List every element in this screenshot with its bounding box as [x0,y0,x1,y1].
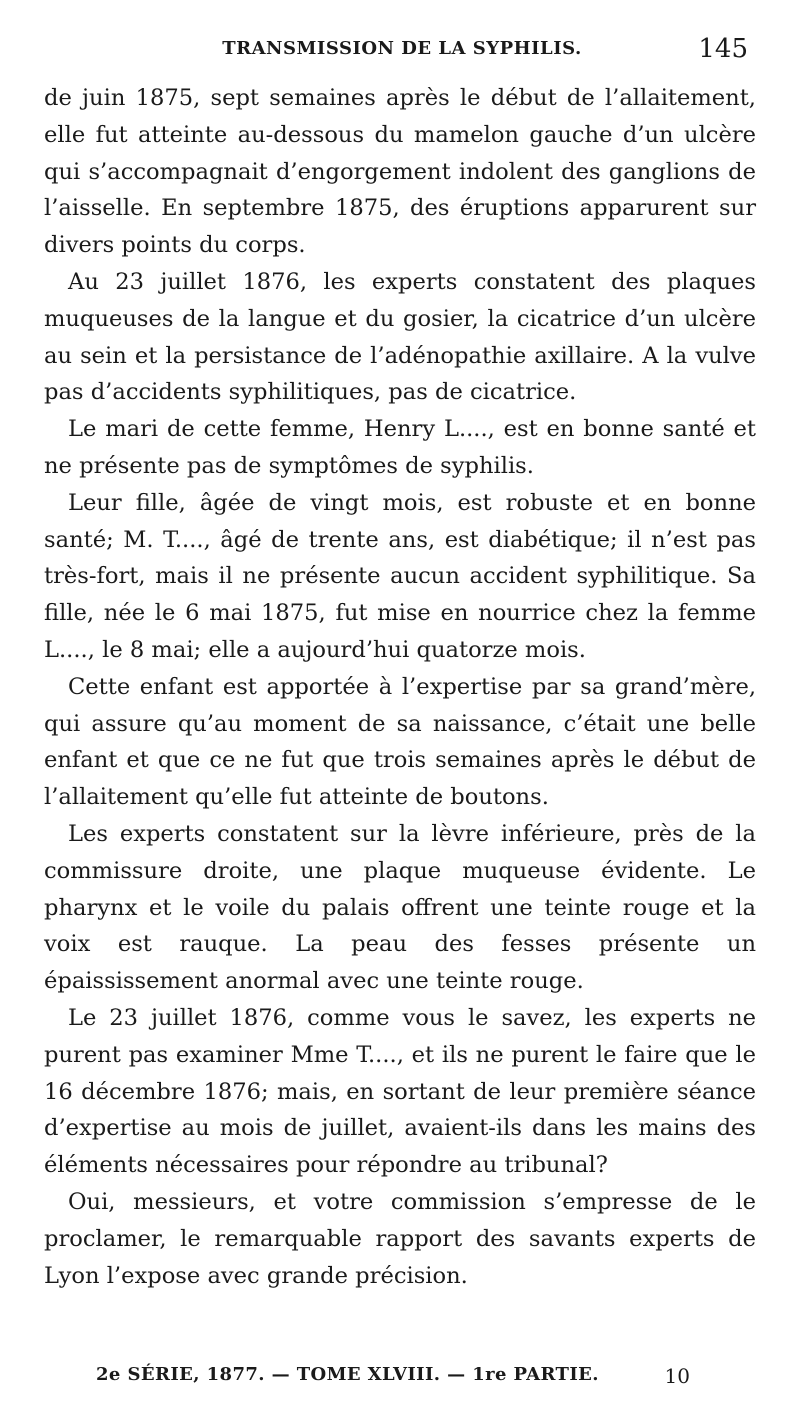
paragraph-5: Cette enfant est apportée à l’expertise par sa grand’mère, qui assure qu’au moment de sa naissance, c’était une belle enfant et que ce ne fut que trois semaines après le début de l’allaitement qu’elle fut atteinte de boutons. [44,673,756,811]
paragraph-8: Oui, messieurs, et votre commission s’empresse de le proclamer, le remarquable rapport des savants experts de Lyon l’expose avec grande précision. [44,1188,756,1289]
page-number: 145 [698,34,748,64]
body-text [44,80,756,1294]
paragraph-4: Leur fille, âgée de vingt mois, est robuste et en bonne santé; M. T...., âgé de trente ans, est diabétique; il n’est pas très-fort, mais il ne présente aucun accident syphilitique. Sa fille, née le 6 mai 1875, fut mise en nourrice chez la femme L...., le 8 mai; elle a aujourd’hui quatorze mois. [44,489,756,663]
paragraph-1: de juin 1875, sept semaines après le début de l’allaitement, elle fut atteinte au-dessous du mamelon gauche d’un ulcère qui s’accompagnait d’engorgement indolent des ganglions de l’aisselle. En septembre 1875, des éruptions apparurent sur divers points du corps. [44,85,756,259]
running-title: TRANSMISSION DE LA SYPHILIS. [222,38,582,59]
series-note: 2e SÉRIE, 1877. — TOME XLVIII. — 1re PARTIE. [96,1364,599,1385]
paragraph-2: Au 23 juillet 1876, les experts constatent des plaques muqueuses de la langue et du gosier, la cicatrice d’un ulcère au sein et la persistance de l’adénopathie axillaire. A la vulve pas d’accidents syphilitiques, pas de cicatrice. [44,268,756,406]
signature-mark: 10 [664,1364,690,1388]
page-header [52,34,752,74]
page-footer [96,1364,690,1394]
paragraph-3: Le mari de cette femme, Henry L...., est en bonne santé et ne présente pas de symptômes de syphilis. [44,416,756,479]
paragraph-6: Les experts constatent sur la lèvre inférieure, près de la commissure droite, une plaque muqueuse évidente. Le pharynx et le voile du palais offrent une teinte rouge et la voix est rauque. La peau des fesses présente un épaississement anormal avec une teinte rouge. [44,820,756,995]
paragraph-7: Le 23 juillet 1876, comme vous le savez, les experts ne purent pas examiner Mme T...., et ils ne purent le faire que le 16 décembre 1876; mais, en sortant de leur première séance d’expertise au mois de juillet, avaient-ils dans les mains des éléments nécessaires pour répondre au tribunal? [44,1004,756,1179]
